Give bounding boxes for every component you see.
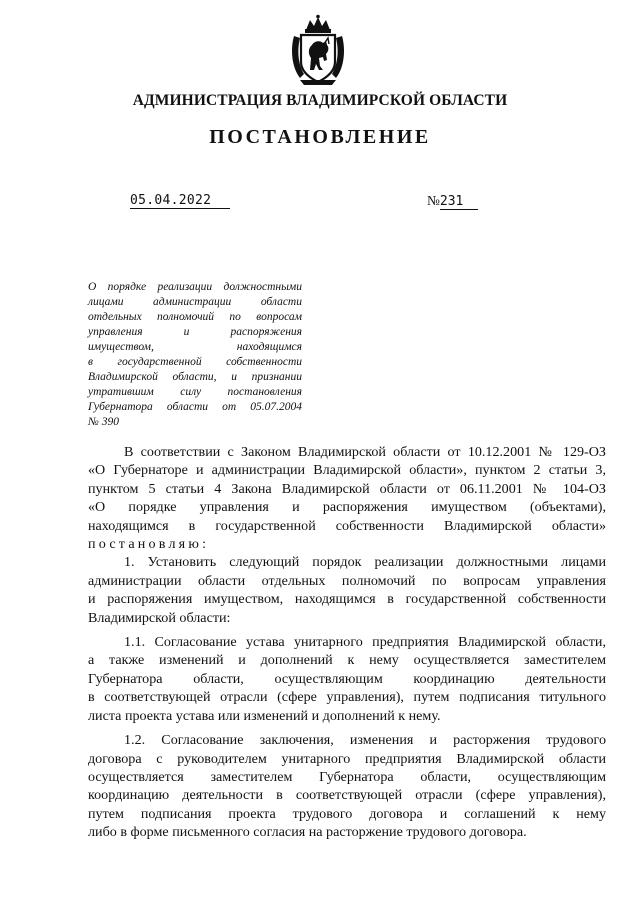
number-value: 231 xyxy=(440,194,478,210)
body-line: путем подписания проекта трудового договора и соглашений к нему xyxy=(88,805,606,822)
body-line: администрации области отдельных полномочий по вопросам управления xyxy=(88,572,606,589)
subject-line: отдельных полномочий по вопросам xyxy=(88,311,302,323)
body-line: Владимирской области: xyxy=(88,609,231,626)
body-line: либо в форме письменного согласия на расторжение трудового договора. xyxy=(88,824,527,841)
body-line: 1.1. Согласование устава унитарного предприятия Владимирской области, xyxy=(124,634,606,651)
document-date: 05.04.2022 xyxy=(130,193,230,209)
document-number xyxy=(427,193,483,210)
paragraph-1 xyxy=(88,553,606,627)
subject-line: Губернатора области от 05.07.2004 xyxy=(88,401,302,413)
subject-line: № 390 xyxy=(88,416,119,428)
coat-of-arms-emblem xyxy=(286,14,350,86)
body-line: 1.2. Согласование заключения, изменения и расторжения трудового xyxy=(124,732,606,749)
body-line: координацию деятельности в соответствующей отрасли (сфере управления), xyxy=(88,787,606,804)
document-type-title: ПОСТАНОВЛЕНИЕ xyxy=(209,126,431,148)
body-line: в соответствующей отрасли (сфере управления), путем подписания титульного xyxy=(88,689,606,706)
decree-word: постановляю: xyxy=(88,536,210,553)
body-line: договора с руководителем унитарного предприятия Владимирской области xyxy=(88,750,606,767)
body-line: Губернатора области, осуществляющим координацию деятельности xyxy=(88,670,606,687)
body-line: находящимся в государственной собственности Владимирской области» xyxy=(88,517,606,534)
subject-line: имуществом, находящимся xyxy=(88,341,302,353)
paragraph-1-1 xyxy=(88,633,606,725)
document-subject xyxy=(88,280,302,430)
body-line: пунктом 5 статьи 4 Закона Владимирской области от 06.11.2001 № 104-ОЗ xyxy=(88,480,606,497)
body-line: «О Губернаторе и администрации Владимирской области», пунктом 2 статьи 3, xyxy=(88,462,606,479)
preamble-paragraph xyxy=(88,443,606,553)
body-line: В соответствии с Законом Владимирской области от 10.12.2001 № 129-ОЗ xyxy=(124,444,606,460)
document-body xyxy=(88,443,606,842)
body-line: осуществляется заместителем Губернатора области, осуществляющим xyxy=(88,768,606,785)
subject-line: Владимирской области, и признании xyxy=(88,371,302,383)
subject-line: в государственной собственности xyxy=(88,356,302,368)
body-line: и распоряжения имуществом, находящимся в государственной собственности xyxy=(88,591,606,608)
body-line: «О порядке управления и распоряжения имуществом (объектами), xyxy=(88,499,606,516)
subject-line: О порядке реализации должностными xyxy=(88,281,302,293)
subject-line: утратившим силу постановления xyxy=(88,386,302,398)
organization-title: АДМИНИСТРАЦИЯ ВЛАДИМИРСКОЙ ОБЛАСТИ xyxy=(132,92,508,109)
number-sign: № xyxy=(427,193,440,208)
body-line: листа проекта устава или изменений и дополнений к нему. xyxy=(88,707,441,724)
paragraph-1-2 xyxy=(88,731,606,841)
subject-line: лицами администрации области xyxy=(88,296,302,308)
body-line: а также изменений и дополнений к нему осуществляется заместителем xyxy=(88,652,606,669)
subject-line: управления и распоряжения xyxy=(88,326,302,338)
body-line: 1. Установить следующий порядок реализации должностными лицами xyxy=(124,554,606,571)
